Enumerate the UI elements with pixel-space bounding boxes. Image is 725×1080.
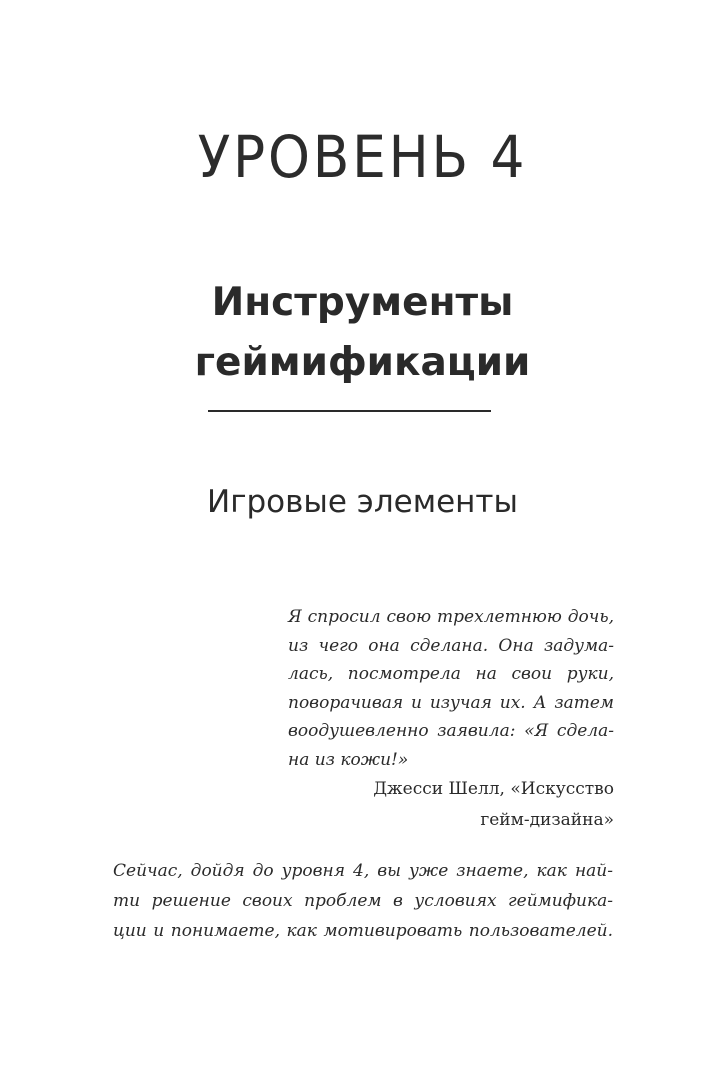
epigraph-line: Я спросил свою трехлетнюю дочь, bbox=[288, 607, 614, 627]
epigraph-line: лась, посмотрела на свои руки, bbox=[288, 664, 614, 684]
epigraph-line: на из кожи!» bbox=[288, 749, 409, 770]
epigraph-attribution bbox=[288, 774, 614, 836]
level-heading: УРОВЕНЬ 4 bbox=[197, 123, 528, 191]
chapter-title bbox=[0, 273, 725, 393]
chapter-title-line: Инструменты bbox=[211, 280, 514, 325]
attribution-line: Джесси Шелл, «Искусство bbox=[373, 779, 614, 799]
epigraph-line: поворачивая и изучая их. А затем bbox=[288, 692, 614, 713]
chapter-title-line: геймификации bbox=[194, 340, 531, 385]
epigraph-line: воодушевленно заявила: «Я сдела- bbox=[288, 721, 614, 741]
body-line: ти решение своих проблем в условиях геймифика- bbox=[113, 891, 613, 911]
body-line: Сейчас, дойдя до уровня 4, вы уже знаете, как най- bbox=[113, 861, 613, 881]
epigraph-line: из чего она сделана. Она задума- bbox=[288, 635, 614, 656]
epigraph bbox=[288, 603, 614, 774]
section-title: Игровые элементы bbox=[207, 484, 518, 520]
attribution-line: гейм-дизайна» bbox=[480, 810, 614, 830]
body-paragraph bbox=[113, 856, 613, 946]
title-divider bbox=[208, 410, 491, 412]
body-line: ции и понимаете, как мотивировать пользователей. bbox=[113, 921, 613, 941]
